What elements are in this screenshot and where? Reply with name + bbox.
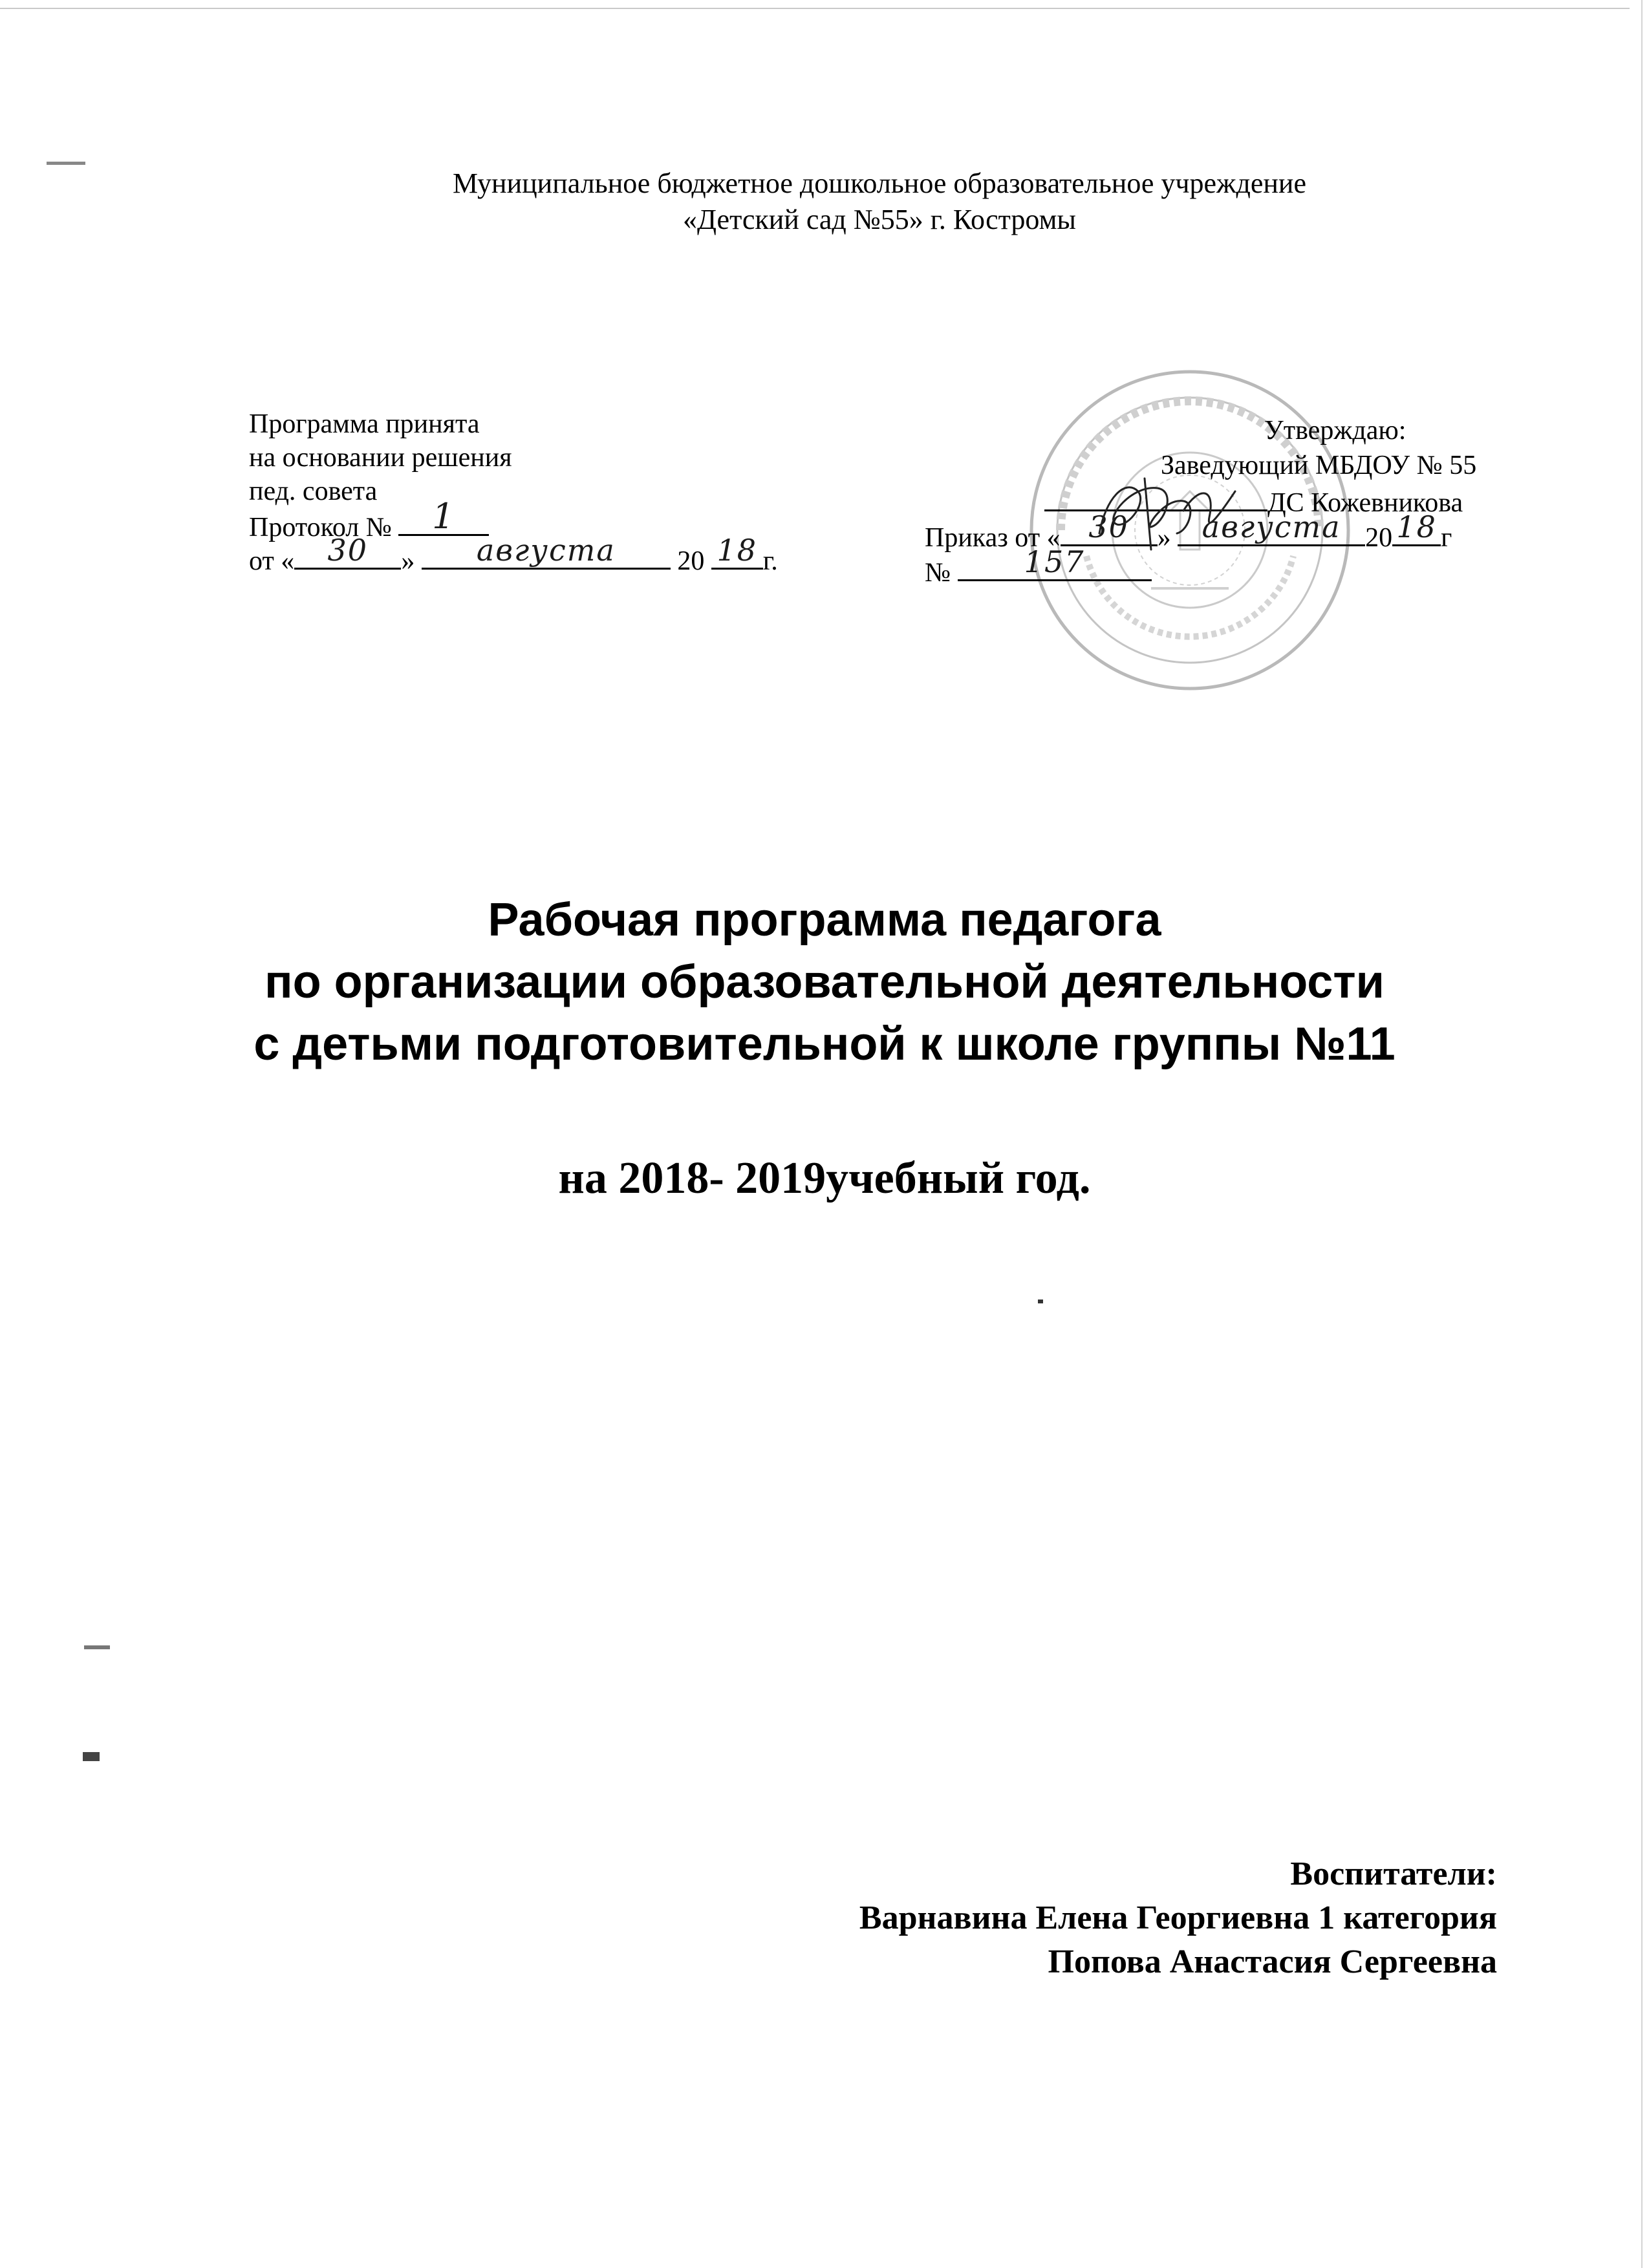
- adoption-line: Программа принята: [249, 409, 480, 439]
- order-month: августа: [1202, 509, 1341, 544]
- scan-speck: [47, 162, 85, 165]
- order-year-prefix: 20: [1365, 523, 1393, 553]
- date-year-prefix: 20: [677, 546, 705, 576]
- order-year-suffix: 18: [1396, 509, 1437, 544]
- academic-year: на 2018- 2019учебный год.: [558, 1153, 1091, 1203]
- institution-subtitle: «Детский сад №55» г. Костромы: [682, 204, 1076, 235]
- date-prefix: от «: [249, 546, 295, 576]
- scan-edge-top: [0, 8, 1630, 9]
- teachers-label: Воспитатели:: [1290, 1856, 1497, 1892]
- adoption-block: [249, 407, 778, 575]
- date-month-field: [422, 533, 671, 570]
- order-number-field: [958, 544, 1152, 581]
- scan-speck: [84, 1645, 110, 1649]
- scan-speck: [83, 1752, 100, 1761]
- document-title: [146, 889, 1503, 1075]
- date-day-field: [294, 533, 401, 570]
- date-year-field: [711, 533, 763, 570]
- scan-edge-right: [1641, 0, 1643, 2268]
- teachers-block: [859, 1852, 1497, 1984]
- order-day: 30: [1088, 509, 1129, 544]
- protocol-number: 1: [432, 496, 456, 537]
- adoption-line: на основании решения: [249, 443, 512, 473]
- date-year-suffix: 18: [717, 533, 758, 568]
- order-prefix: Приказ от «: [925, 523, 1061, 553]
- teacher-name: Попова Анастасия Сергеевна: [1048, 1943, 1497, 1980]
- protocol-label: Протокол №: [249, 513, 392, 542]
- adoption-line: пед. совета: [249, 476, 378, 506]
- protocol-number-field: [398, 496, 489, 537]
- title-line: по организации образовательной деятельности: [264, 956, 1385, 1008]
- teacher-name: Варнавина Елена Георгиевна 1 категория: [859, 1899, 1497, 1936]
- order-number: 157: [1024, 544, 1085, 579]
- institution-header: [323, 166, 1436, 238]
- scan-speck: [1038, 1300, 1043, 1303]
- order-number-line: [925, 544, 1507, 588]
- date-month: августа: [476, 533, 616, 568]
- title-line: с детьми подготовительной к школе группы №11: [253, 1018, 1396, 1070]
- order-number-label: №: [925, 558, 951, 588]
- order-year-field: [1392, 509, 1441, 546]
- handwritten-signature: [1086, 472, 1242, 556]
- date-day: 30: [327, 533, 369, 568]
- order-mid: »: [1157, 523, 1171, 553]
- title-line: Рабочая программа педагога: [488, 894, 1161, 946]
- order-end: г: [1441, 523, 1452, 553]
- approval-signer: ДС Кожевникова: [1267, 488, 1463, 518]
- approval-label: Утверждаю:: [1264, 416, 1406, 445]
- date-mid: »: [401, 546, 415, 576]
- adoption-date-line: [249, 533, 778, 576]
- approval-position: Заведующий МБДОУ № 55: [1161, 451, 1477, 480]
- institution-name: Муниципальное бюджетное дошкольное образовательное учреждение: [453, 167, 1306, 199]
- date-end: г.: [762, 546, 778, 576]
